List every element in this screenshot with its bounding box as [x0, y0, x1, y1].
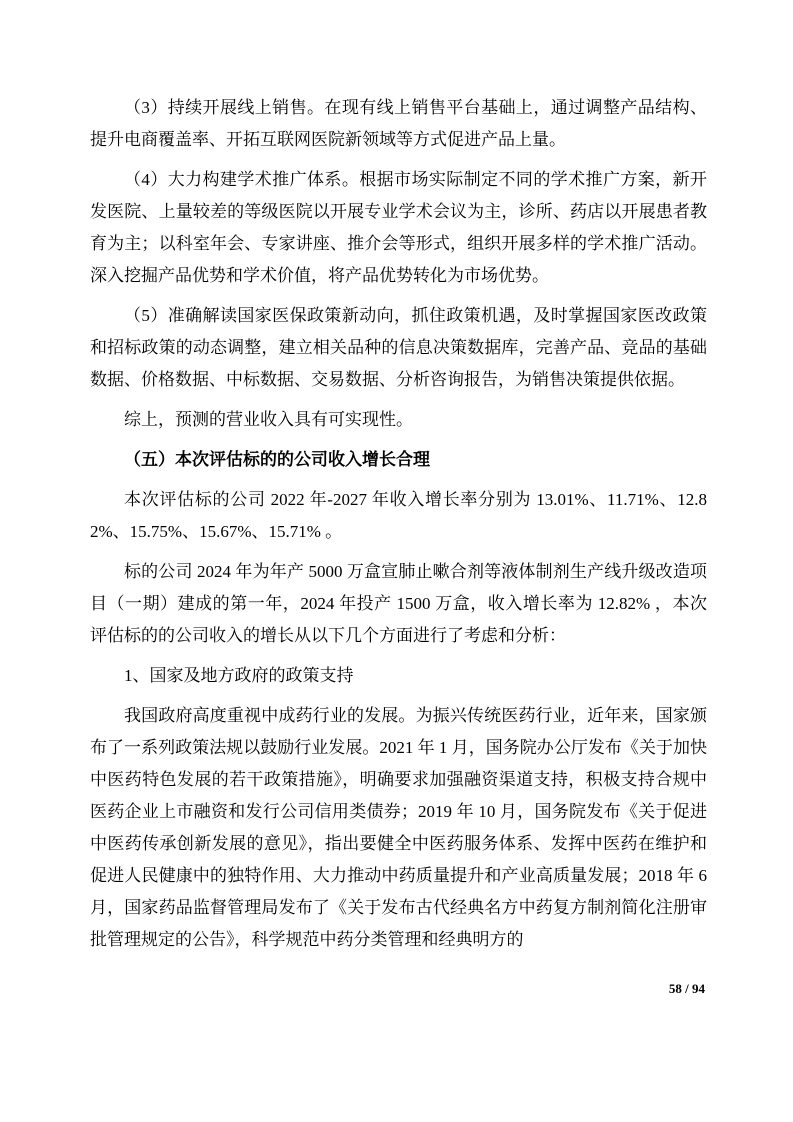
- subheading-policy-support: 1、国家及地方政府的政策支持: [124, 666, 354, 685]
- page-content: [90, 92, 707, 964]
- page-number: 58 / 94: [668, 981, 705, 996]
- paragraph-online-sales: （3）持续开展线上销售。在现有线上销售平台基础上，通过调整产品结构、提升电商覆盖率、开拓互联网医院新领域等方式促进产品上量。: [90, 98, 707, 149]
- paragraph-conclusion: 综上，预测的营业收入具有可实现性。: [124, 410, 413, 429]
- paragraph-academic-promotion: （4）大力构建学术推广体系。根据市场实际制定不同的学术推广方案，新开发医院、上量较差的等级医院以开展专业学术会议为主，诊所、药店以开展患者教育为主；以科室年会、专家讲座、推介会等形式，组织开展多样的学术推广活动。深入挖掘产品优势和学术价值，将产品优势转化为市场优势。: [90, 170, 707, 285]
- paragraph-policy-details: 我国政府高度重视中成药行业的发展。为振兴传统医药行业，近年来，国家颁布了一系列政策法规以鼓励行业发展。2021 年 1 月，国务院办公厅发布《关于加快中医药特色发展的若干政策措施》，明确要求加强融资渠道支持，积极支持合规中医药企业上市融资和发行公司信用类债券；2019 年 10 月，国务院发布《关于促进中医药传承创新发展的意见》，指出要健全中医药服务体系、发挥中医药在维护和促进人民健康中的独特作用、大力推动中药质量提升和产业高质量发展；2018 年 6 月，国家药品监督管理局发布了《关于发布古代经典名方中药复方制剂简化注册审批管理规定的公告》，科学规范中药分类管理和经典明方的: [90, 706, 707, 949]
- paragraph-project-2024: 标的公司 2024 年为年产 5000 万盒宣肺止嗽合剂等液体制剂生产线升级改造项目（一期）建成的第一年，2024 年投产 1500 万盒，收入增长率为 12.82% ，本次评估标的的公司收入的增长从以下几个方面进行了考虑和分析：: [90, 562, 707, 645]
- paragraph-growth-rates: 本次评估标的公司 2022 年-2027 年收入增长率分别为 13.01%、11.71%、12.82%、15.75%、15.67%、15.71% 。: [90, 490, 707, 541]
- paragraph-policy-database: （5）准确解读国家医保政策新动向，抓住政策机遇，及时掌握国家医改政策和招标政策的动态调整，建立相关品种的信息决策数据库，完善产品、竞品的基础数据、价格数据、中标数据、交易数据、分析咨询报告，为销售决策提供依据。: [90, 306, 707, 389]
- section-heading-revenue-growth: （五）本次评估标的的公司收入增长合理: [124, 450, 430, 469]
